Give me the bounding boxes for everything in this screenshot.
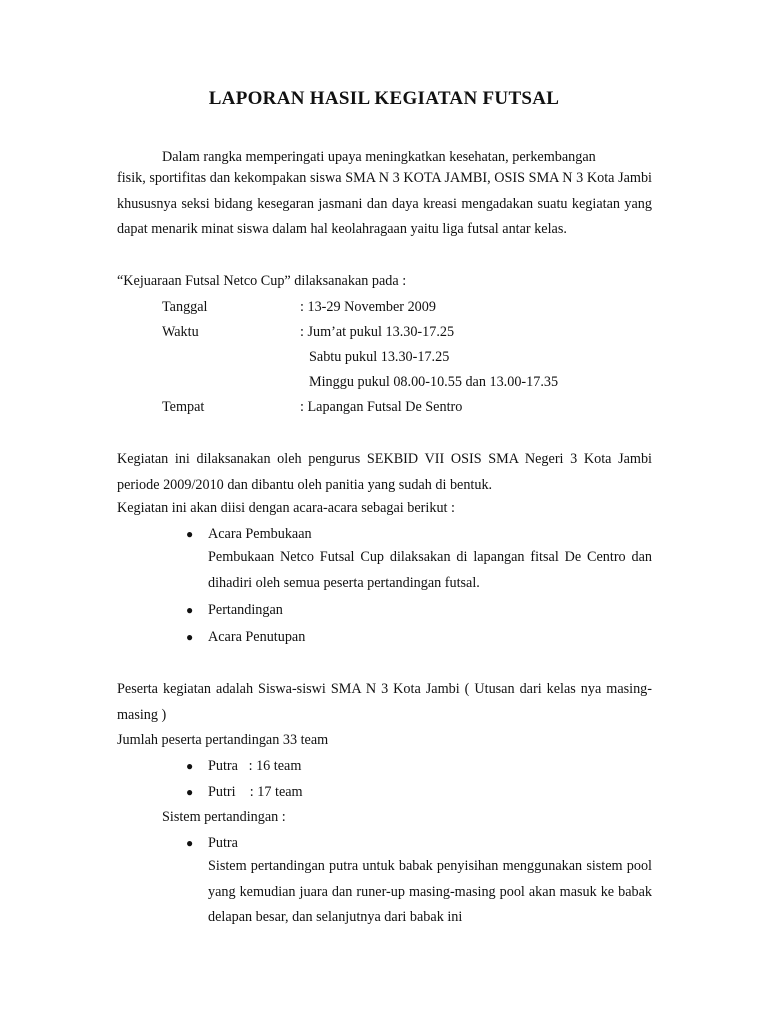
bullet-icon: ● [186, 603, 194, 617]
waktu-label: Waktu [162, 324, 199, 340]
agenda-item-label: Acara Pembukaan [208, 526, 312, 542]
participants-paragraph: Peserta kegiatan adalah Siswa-siswi SMA N 3 Kota Jambi ( Utusan dari kelas nya masing-masing ) [117, 681, 652, 723]
page-title: LAPORAN HASIL KEGIATAN FUTSAL [208, 88, 560, 109]
intro-paragraph: fisik, sportifitas dan kekompakan siswa SMA N 3 KOTA JAMBI, OSIS SMA N 3 Kota Jambi khususnya seksi bidang kesegaran jasmani dan daya kreasi mengadakan suatu kegiatan yang dapat menarik minat siswa dalam hal keolahragaan yaitu liga futsal antar kelas. [117, 170, 652, 237]
tempat-label: Tempat [162, 399, 205, 415]
agenda-item-description: Pembukaan Netco Futsal Cup dilaksakan di lapangan fitsal De Centro dan dihadiri oleh semua peserta pertandingan futsal. [208, 549, 652, 591]
agenda-item-label: Pertandingan [208, 602, 283, 618]
intro-first-line: Dalam rangka memperingati upaya meningkatkan kesehatan, perkembangan [162, 149, 596, 165]
system-intro: Sistem pertandingan : [162, 809, 286, 825]
tanggal-label: Tanggal [162, 299, 208, 315]
bullet-icon: ● [186, 630, 194, 644]
organizer-paragraph: Kegiatan ini dilaksanakan oleh pengurus SEKBID VII OSIS SMA Negeri 3 Kota Jambi periode 2009/2010 dan dibantu oleh panitia yang sudah di bentuk. [117, 451, 652, 493]
bullet-icon: ● [186, 527, 194, 541]
event-intro: “Kejuaraan Futsal Netco Cup” dilaksanakan pada : [117, 273, 407, 289]
agenda-intro: Kegiatan ini akan diisi dengan acara-acara sebagai berikut : [117, 500, 455, 516]
tanggal-value: : 13-29 November 2009 [300, 299, 436, 315]
team-putra: Putra : 16 team [208, 758, 302, 774]
system-item-description: Sistem pertandingan putra untuk babak penyisihan menggunakan sistem pool yang kemudian juara dan runer-up masing-masing pool akan masuk ke babak delapan besar, dan selanjutnya dari babak ini [208, 858, 652, 925]
bullet-icon: ● [186, 759, 194, 773]
waktu-sunday: Minggu pukul 08.00-10.55 dan 13.00-17.35 [309, 374, 559, 390]
participants-count: Jumlah peserta pertandingan 33 team [117, 732, 329, 748]
system-item-label: Putra [208, 835, 238, 851]
bullet-icon: ● [186, 785, 194, 799]
team-putri: Putri : 17 team [208, 784, 303, 800]
agenda-item-label: Acara Penutupan [208, 629, 306, 645]
waktu-saturday: Sabtu pukul 13.30-17.25 [309, 349, 450, 365]
waktu-value: : Jum’at pukul 13.30-17.25 [300, 324, 455, 340]
tempat-value: : Lapangan Futsal De Sentro [300, 399, 463, 415]
bullet-icon: ● [186, 836, 194, 850]
